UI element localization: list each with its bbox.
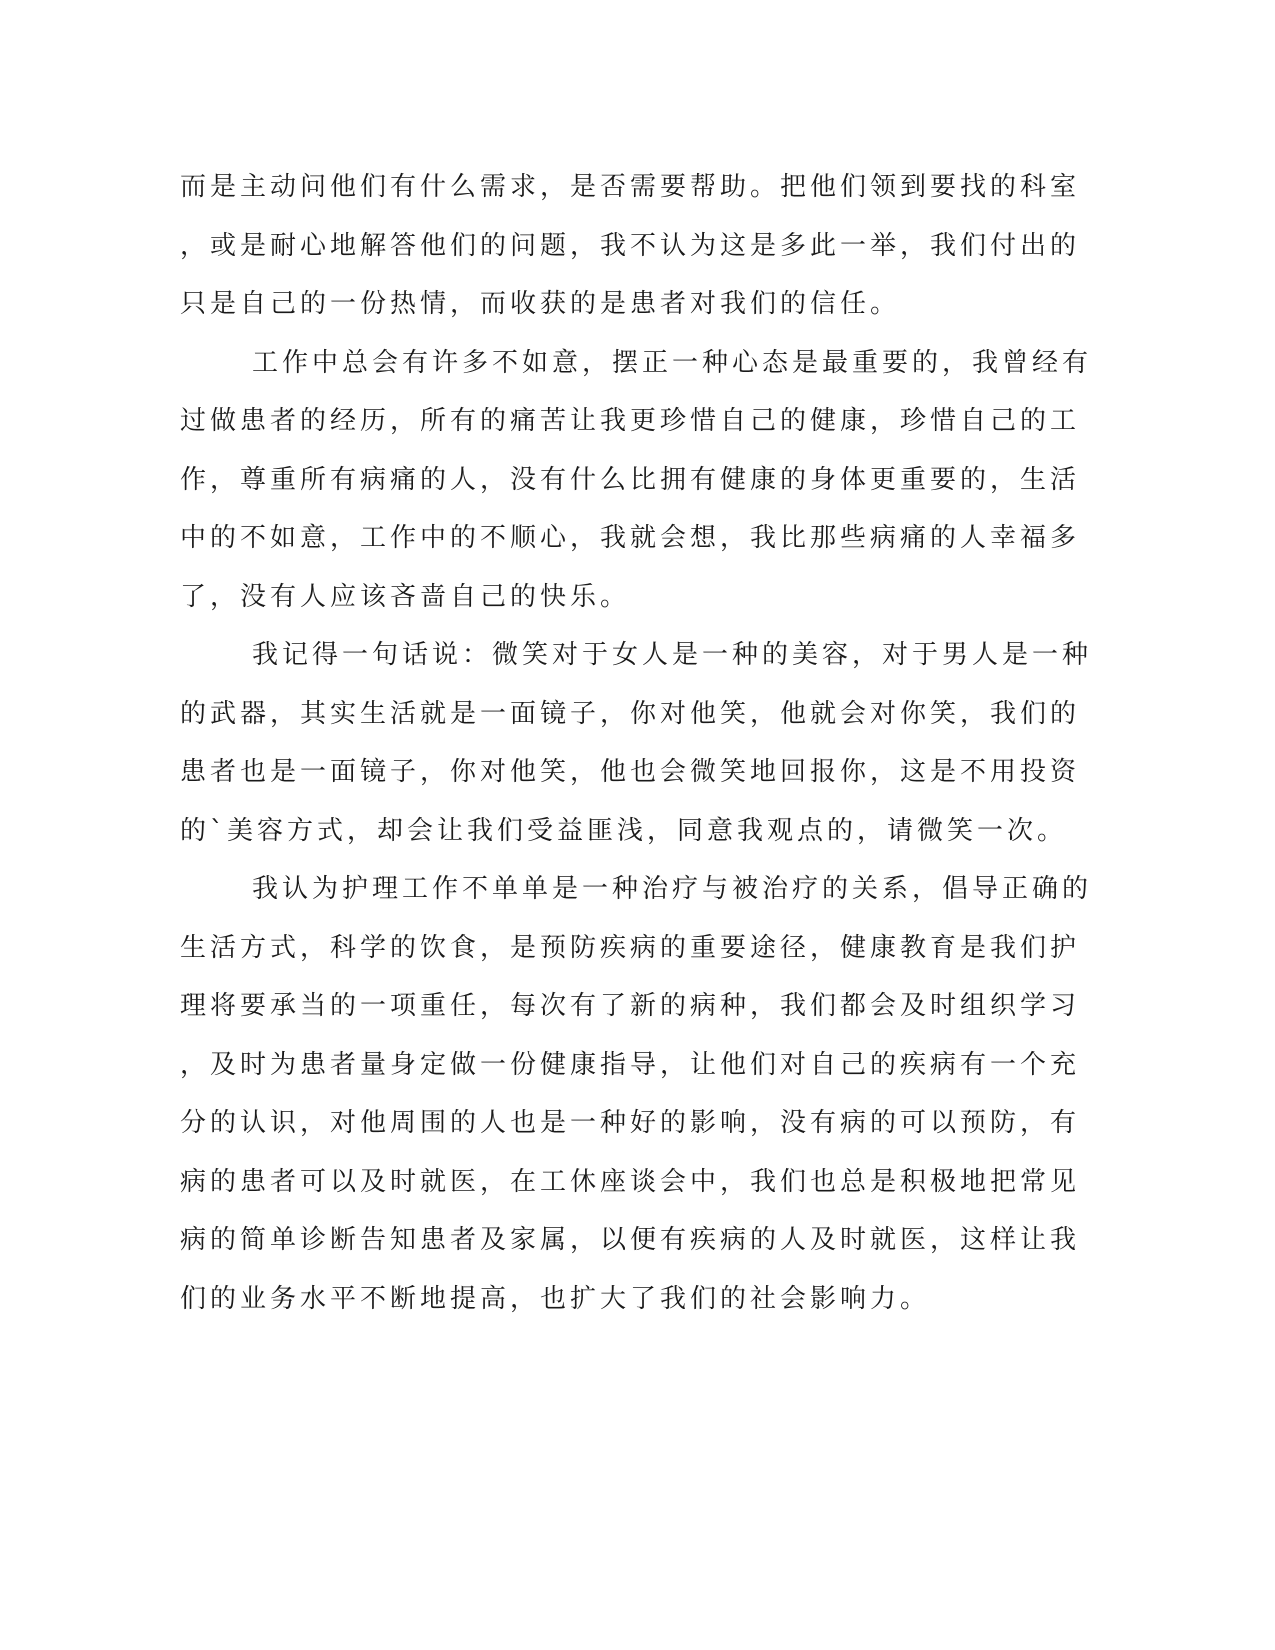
paragraph-first-line: 我记得一句话说：微笑对于女人是一种的美容，对于男人是一种 bbox=[252, 640, 1093, 670]
text-line: 生活方式，科学的饮食，是预防疾病的重要途径，健康教育是我们护 bbox=[180, 932, 1081, 963]
text-line: ，及时为患者量身定做一份健康指导，让他们对自己的疾病有一个充 bbox=[180, 1049, 1081, 1080]
text-line: 过做患者的经历，所有的痛苦让我更珍惜自己的健康，珍惜自己的工 bbox=[180, 406, 1081, 436]
text-line: 了，没有人应该吝啬自己的快乐。 bbox=[180, 581, 631, 612]
text-line: 的`美容方式，却会让我们受益匪浅，同意我观点的，请微笑一次。 bbox=[180, 815, 1068, 846]
text-line: 而是主动问他们有什么需求，是否需要帮助。把他们领到要找的科室 bbox=[180, 172, 1081, 202]
text-line: 作，尊重所有病痛的人，没有什么比拥有健康的身体更重要的，生活 bbox=[180, 464, 1081, 495]
text-line: ，或是耐心地解答他们的问题，我不认为这是多此一举，我们付出的 bbox=[180, 230, 1081, 261]
text-line: 分的认识，对他周围的人也是一种好的影响，没有病的可以预防，有 bbox=[180, 1108, 1081, 1138]
text-line: 病的简单诊断告知患者及家属，以便有疾病的人及时就医，这样让我 bbox=[180, 1225, 1081, 1255]
text-line: 患者也是一面镜子，你对他笑，他也会微笑地回报你，这是不用投资 bbox=[180, 757, 1081, 787]
paragraph-first-line: 我认为护理工作不单单是一种治疗与被治疗的关系，倡导正确的 bbox=[252, 874, 1093, 904]
text-line: 只是自己的一份热情，而收获的是患者对我们的信任。 bbox=[180, 289, 901, 319]
text-line: 的武器，其实生活就是一面镜子，你对他笑，他就会对你笑，我们的 bbox=[180, 698, 1081, 729]
text-line: 们的业务水平不断地提高，也扩大了我们的社会影响力。 bbox=[180, 1283, 931, 1314]
document-body bbox=[180, 158, 1093, 1328]
text-line: 理将要承当的一项重任，每次有了新的病种，我们都会及时组织学习 bbox=[180, 991, 1081, 1021]
text-line: 病的患者可以及时就医，在工休座谈会中，我们也总是积极地把常见 bbox=[180, 1166, 1081, 1197]
paragraph-first-line: 工作中总会有许多不如意，摆正一种心态是最重要的，我曾经有 bbox=[252, 347, 1093, 378]
text-line: 中的不如意，工作中的不顺心，我就会想，我比那些病痛的人幸福多 bbox=[180, 523, 1081, 553]
